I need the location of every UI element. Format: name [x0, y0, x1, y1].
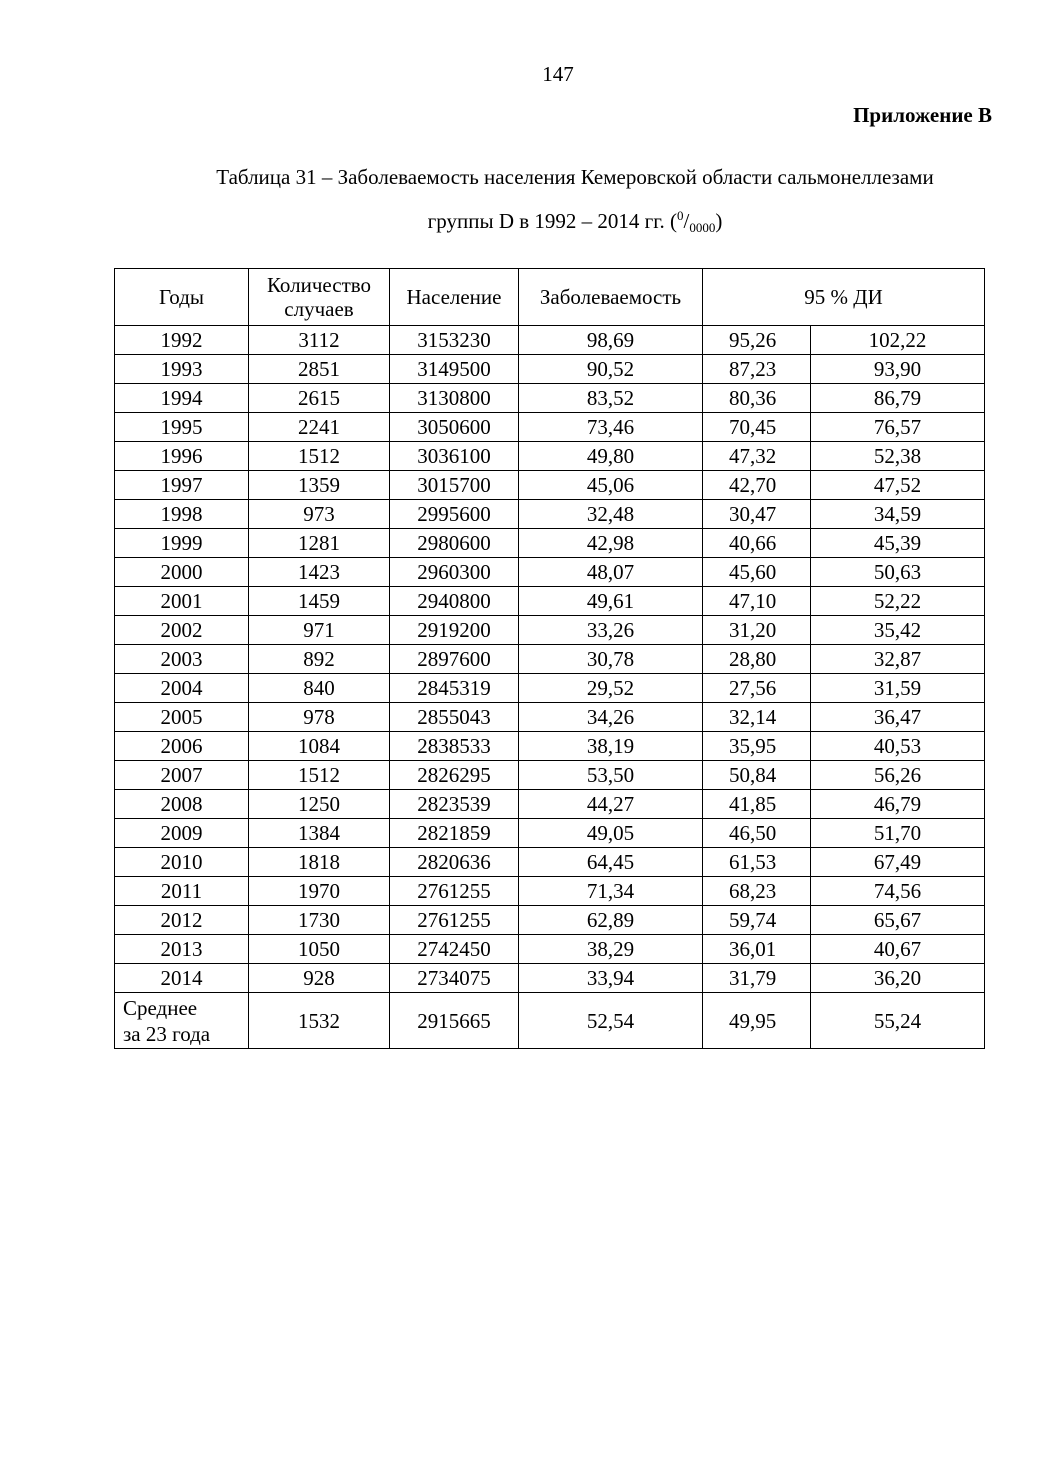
table-row [115, 529, 985, 558]
table-row [115, 500, 985, 529]
cell-cases: 1084 [249, 732, 390, 761]
cell-population: 2845319 [390, 674, 519, 703]
cell-population: 3050600 [390, 413, 519, 442]
cell-ci-low: 70,45 [703, 413, 811, 442]
caption-close: ) [715, 209, 723, 233]
cell-incidence: 64,45 [519, 848, 703, 877]
footer-population: 2915665 [390, 993, 519, 1049]
incidence-table [114, 268, 985, 1049]
cell-ci-low: 32,14 [703, 703, 811, 732]
cell-cases: 840 [249, 674, 390, 703]
footer-label-line-1: Среднее [123, 995, 198, 1020]
cell-incidence: 73,46 [519, 413, 703, 442]
cell-year: 1994 [115, 384, 249, 413]
cell-year: 2011 [115, 877, 249, 906]
cell-ci-high: 34,59 [811, 500, 985, 529]
cell-year: 1993 [115, 355, 249, 384]
cell-ci-high: 36,20 [811, 964, 985, 993]
cell-ci-high: 67,49 [811, 848, 985, 877]
table-row [115, 587, 985, 616]
table-row [115, 761, 985, 790]
cell-cases: 978 [249, 703, 390, 732]
footer-incidence: 52,54 [519, 993, 703, 1049]
cell-incidence: 45,06 [519, 471, 703, 500]
cell-incidence: 33,26 [519, 616, 703, 645]
cell-cases: 971 [249, 616, 390, 645]
cell-population: 3015700 [390, 471, 519, 500]
cell-incidence: 48,07 [519, 558, 703, 587]
table-row [115, 413, 985, 442]
cell-incidence: 53,50 [519, 761, 703, 790]
cell-population: 3153230 [390, 326, 519, 355]
cell-ci-low: 80,36 [703, 384, 811, 413]
cell-ci-low: 28,80 [703, 645, 811, 674]
cell-population: 2919200 [390, 616, 519, 645]
cell-cases: 1730 [249, 906, 390, 935]
cell-incidence: 30,78 [519, 645, 703, 674]
cell-incidence: 29,52 [519, 674, 703, 703]
cell-year: 2007 [115, 761, 249, 790]
table-row [115, 384, 985, 413]
cell-ci-low: 41,85 [703, 790, 811, 819]
cell-ci-high: 36,47 [811, 703, 985, 732]
cell-incidence: 42,98 [519, 529, 703, 558]
table-row [115, 703, 985, 732]
cell-ci-low: 30,47 [703, 500, 811, 529]
cell-population: 3036100 [390, 442, 519, 471]
table-row [115, 964, 985, 993]
cell-ci-low: 35,95 [703, 732, 811, 761]
cell-year: 2008 [115, 790, 249, 819]
cell-population: 2761255 [390, 877, 519, 906]
cell-ci-high: 31,59 [811, 674, 985, 703]
cell-population: 2742450 [390, 935, 519, 964]
footer-cases: 1532 [249, 993, 390, 1049]
cell-year: 2004 [115, 674, 249, 703]
cell-year: 2012 [115, 906, 249, 935]
cell-ci-low: 31,20 [703, 616, 811, 645]
cell-ci-low: 47,10 [703, 587, 811, 616]
cell-year: 1997 [115, 471, 249, 500]
cell-year: 2014 [115, 964, 249, 993]
table-row [115, 819, 985, 848]
cell-population: 2897600 [390, 645, 519, 674]
cell-ci-low: 50,84 [703, 761, 811, 790]
cell-population: 2960300 [390, 558, 519, 587]
cell-ci-high: 51,70 [811, 819, 985, 848]
cell-ci-low: 45,60 [703, 558, 811, 587]
footer-label-line-2: за 23 года [123, 1021, 211, 1046]
table-row [115, 906, 985, 935]
caption-slash: / [683, 209, 690, 233]
cell-ci-high: 102,22 [811, 326, 985, 355]
cell-ci-high: 46,79 [811, 790, 985, 819]
cell-ci-high: 40,53 [811, 732, 985, 761]
cell-cases: 1359 [249, 471, 390, 500]
footer-label [115, 993, 249, 1049]
cell-ci-low: 59,74 [703, 906, 811, 935]
cell-cases: 892 [249, 645, 390, 674]
cell-ci-high: 47,52 [811, 471, 985, 500]
cell-cases: 1512 [249, 761, 390, 790]
cell-ci-high: 76,57 [811, 413, 985, 442]
caption-sub: 0000 [689, 220, 716, 235]
cell-population: 3149500 [390, 355, 519, 384]
cell-ci-high: 32,87 [811, 645, 985, 674]
cell-ci-high: 86,79 [811, 384, 985, 413]
cell-population: 2995600 [390, 500, 519, 529]
cell-year: 2010 [115, 848, 249, 877]
table-row [115, 935, 985, 964]
cell-year: 2001 [115, 587, 249, 616]
table-row [115, 848, 985, 877]
table-footer-row [115, 993, 985, 1049]
cell-cases: 928 [249, 964, 390, 993]
cell-incidence: 49,05 [519, 819, 703, 848]
cell-cases: 1423 [249, 558, 390, 587]
cell-incidence: 33,94 [519, 964, 703, 993]
cell-population: 2980600 [390, 529, 519, 558]
cell-ci-high: 52,22 [811, 587, 985, 616]
cell-incidence: 90,52 [519, 355, 703, 384]
footer-ci-high: 55,24 [811, 993, 985, 1049]
header-incidence: Заболеваемость [519, 269, 703, 326]
cell-cases: 1050 [249, 935, 390, 964]
table-row [115, 645, 985, 674]
cell-ci-low: 42,70 [703, 471, 811, 500]
table-row [115, 790, 985, 819]
cell-ci-high: 93,90 [811, 355, 985, 384]
header-ci: 95 % ДИ [703, 269, 985, 326]
cell-cases: 2851 [249, 355, 390, 384]
cell-ci-high: 56,26 [811, 761, 985, 790]
cell-year: 2000 [115, 558, 249, 587]
cell-incidence: 38,29 [519, 935, 703, 964]
cell-cases: 1281 [249, 529, 390, 558]
cell-incidence: 98,69 [519, 326, 703, 355]
cell-incidence: 38,19 [519, 732, 703, 761]
table-row [115, 471, 985, 500]
cell-population: 2823539 [390, 790, 519, 819]
cell-year: 1999 [115, 529, 249, 558]
cell-ci-high: 45,39 [811, 529, 985, 558]
cell-cases: 1970 [249, 877, 390, 906]
cell-population: 2855043 [390, 703, 519, 732]
cell-ci-low: 95,26 [703, 326, 811, 355]
caption-sup: 0 [677, 208, 684, 223]
table-row [115, 326, 985, 355]
caption-line-2 [110, 199, 1040, 243]
cell-ci-low: 46,50 [703, 819, 811, 848]
cell-year: 1996 [115, 442, 249, 471]
cell-ci-low: 61,53 [703, 848, 811, 877]
table-caption [110, 155, 1040, 243]
cell-incidence: 83,52 [519, 384, 703, 413]
table-row [115, 558, 985, 587]
cell-cases: 2615 [249, 384, 390, 413]
table-body [115, 326, 985, 993]
table-row [115, 442, 985, 471]
header-year: Годы [115, 269, 249, 326]
cell-cases: 2241 [249, 413, 390, 442]
cell-population: 2940800 [390, 587, 519, 616]
cell-cases: 1384 [249, 819, 390, 848]
cell-ci-high: 40,67 [811, 935, 985, 964]
cell-year: 2013 [115, 935, 249, 964]
cell-ci-low: 87,23 [703, 355, 811, 384]
cell-population: 2821859 [390, 819, 519, 848]
cell-incidence: 71,34 [519, 877, 703, 906]
cell-population: 2761255 [390, 906, 519, 935]
page-number: 147 [542, 62, 574, 86]
cell-ci-high: 50,63 [811, 558, 985, 587]
cell-cases: 1512 [249, 442, 390, 471]
header-population: Население [390, 269, 519, 326]
table-row [115, 355, 985, 384]
appendix-heading: Приложение В [853, 103, 992, 127]
cell-population: 2820636 [390, 848, 519, 877]
cell-ci-low: 36,01 [703, 935, 811, 964]
header-cases: Количество случаев [249, 269, 390, 326]
cell-cases: 973 [249, 500, 390, 529]
table-row [115, 732, 985, 761]
cell-year: 1992 [115, 326, 249, 355]
cell-ci-low: 40,66 [703, 529, 811, 558]
cell-incidence: 34,26 [519, 703, 703, 732]
cell-cases: 1250 [249, 790, 390, 819]
cell-incidence: 62,89 [519, 906, 703, 935]
cell-cases: 1818 [249, 848, 390, 877]
cell-cases: 1459 [249, 587, 390, 616]
cell-ci-high: 35,42 [811, 616, 985, 645]
cell-population: 2734075 [390, 964, 519, 993]
cell-year: 2009 [115, 819, 249, 848]
table-header-row [115, 269, 985, 326]
cell-population: 2826295 [390, 761, 519, 790]
cell-population: 2838533 [390, 732, 519, 761]
cell-ci-high: 74,56 [811, 877, 985, 906]
caption-line-2-text: группы D в 1992 – 2014 гг. ( [427, 209, 677, 233]
cell-cases: 3112 [249, 326, 390, 355]
cell-year: 2006 [115, 732, 249, 761]
cell-ci-low: 27,56 [703, 674, 811, 703]
cell-ci-low: 31,79 [703, 964, 811, 993]
table-row [115, 616, 985, 645]
cell-year: 2005 [115, 703, 249, 732]
cell-ci-low: 68,23 [703, 877, 811, 906]
caption-line-1: Таблица 31 – Заболеваемость населения Кемеровской области сальмонеллезами [216, 165, 934, 189]
cell-population: 3130800 [390, 384, 519, 413]
cell-year: 1998 [115, 500, 249, 529]
table-row [115, 674, 985, 703]
cell-year: 1995 [115, 413, 249, 442]
footer-ci-low: 49,95 [703, 993, 811, 1049]
cell-ci-high: 52,38 [811, 442, 985, 471]
cell-year: 2003 [115, 645, 249, 674]
cell-incidence: 32,48 [519, 500, 703, 529]
cell-incidence: 49,61 [519, 587, 703, 616]
cell-ci-high: 65,67 [811, 906, 985, 935]
cell-incidence: 49,80 [519, 442, 703, 471]
table-row [115, 877, 985, 906]
cell-year: 2002 [115, 616, 249, 645]
cell-incidence: 44,27 [519, 790, 703, 819]
cell-ci-low: 47,32 [703, 442, 811, 471]
